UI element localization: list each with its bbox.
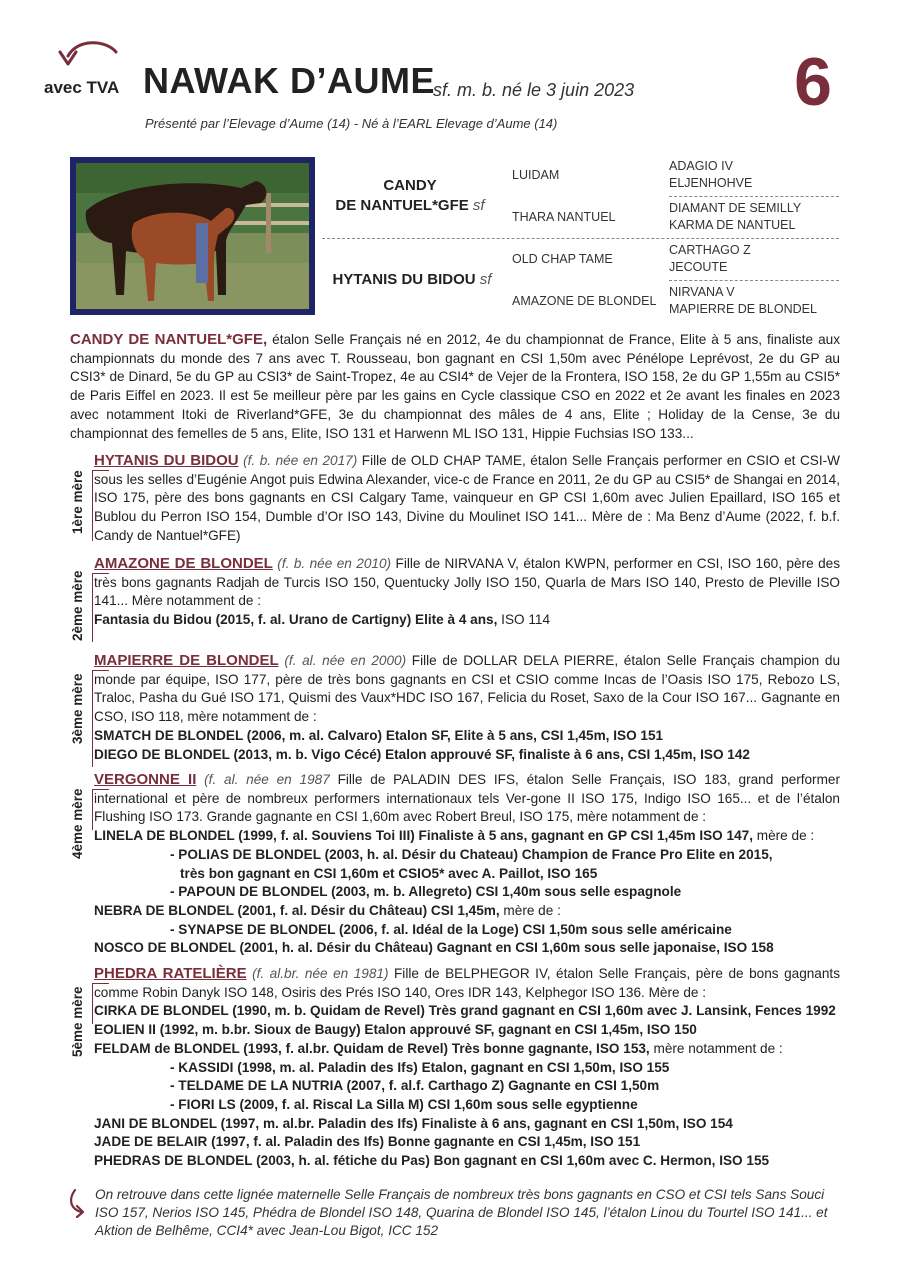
product-line: [94, 939, 840, 958]
great-grandparent: ELJENHOHVE: [669, 176, 753, 190]
product-line: [94, 1002, 840, 1021]
product-name: - KASSIDI (1998, m. al. Paladin des Ifs) Etalon, gagnant en CSI 1,50m, ISO 155: [170, 1059, 670, 1075]
curved-arrow-icon: [56, 38, 120, 76]
lot-number: 6: [794, 44, 832, 120]
product-name: NOSCO DE BLONDEL (2001, h. al. Désir du Château) Gagnant en CSI 1,60m sous selle japonaise, ISO 158: [94, 940, 774, 956]
mother-meta: (f. al. née en 1987: [204, 772, 330, 787]
product-name: LINELA DE BLONDEL (1999, f. al. Souviens Toi III) Finaliste à 5 ans, gagnant en GP CSI 1,45m ISO 147,: [94, 828, 753, 844]
product-name: - FIORI LS (2009, f. al. Riscal La Silla M) CSI 1,60m sous selle egyptienne: [170, 1096, 638, 1112]
mother-description: Fille de BELPHEGOR IV, étalon Selle Français, père de bons gagnants comme Robin Danyk ISO 148, Osiris des Prés ISO 140, Ores IDR 143, Kelphegor ISO 136. Mère de :: [94, 966, 841, 1000]
product-name: DIEGO DE BLONDEL (2013, m. b. Vigo Cécé) Etalon approuvé SF, finaliste à 6 ans, CSI 1,45m, ISO 142: [94, 746, 750, 762]
grandparent: OLD CHAP TAME: [512, 252, 613, 266]
grandparent: LUIDAM: [512, 168, 560, 182]
mother-description: Fille de NIRVANA V, étalon KWPN, performer en CSI, ISO 160, père des très bons gagnants Radjah de Turcis ISO 150, Quentucky Jolly ISO 150, Quarla de Mars ISO 140, Presto de Pleville ISO 141... Mère notamment de :: [94, 556, 841, 609]
product-detail: mère de :: [499, 902, 561, 918]
horse-name: NAWAK D’AUME: [143, 60, 435, 101]
product-name: Fantasia du Bidou (2015, f. al. Urano de Cartigny) Elite à 4 ans,: [94, 612, 498, 628]
product-line: [94, 1115, 840, 1134]
product-line: [94, 883, 840, 902]
dam-suffix: sf: [479, 271, 492, 288]
grandparent: THARA NANTUEL: [512, 210, 616, 224]
product-name: PHEDRAS DE BLONDEL (2003, h. al. fétiche du Pas) Bon gagnant en CSI 1,60m avec C. Hermon, ISO 155: [94, 1153, 770, 1169]
product-name: - TELDAME DE LA NUTRIA (2007, f. al.f. Carthago Z) Gagnante en CSI 1,50m: [170, 1078, 660, 1094]
product-name: - POLIAS DE BLONDEL (2003, h. al. Désir du Chateau) Champion de France Pro Elite en 2015,: [170, 846, 773, 862]
mother-meta: (f. b. née en 2017): [243, 453, 358, 468]
product-detail: mère de :: [752, 828, 815, 844]
mother-name: AMAZONE DE BLONDEL: [94, 555, 273, 572]
great-grandparent: KARMA DE NANTUEL: [669, 218, 796, 232]
pedigree-divider: [322, 238, 839, 239]
product-name: NEBRA DE BLONDEL (2001, f. al. Désir du Château) CSI 1,45m,: [94, 902, 500, 918]
generation-2: [70, 555, 842, 645]
mother-description: Fille de PALADIN DES IFS, étalon Selle Français, ISO 183, grand performer international et père de nombreux performers internationaux tels Ver-gone II ISO 175, Indigo ISO 165... et de l’étalon Flushing ISO 173. Grande gagnante en CSI 1,60m avec Robert Breul, ISO 175, mère notamment de :: [94, 772, 840, 825]
mother-name: PHEDRA RATELIÈRE: [94, 965, 247, 982]
generation-label: 3ème mère: [70, 673, 85, 744]
product-line: [94, 727, 840, 746]
generation-label: 5ème mère: [70, 986, 85, 1057]
generation-5: [70, 965, 842, 1175]
dam-name-text: HYTANIS DU BIDOU: [332, 271, 476, 288]
generation-4: [70, 771, 842, 961]
product-line: [94, 1096, 840, 1115]
mother-name: VERGONNE II: [94, 771, 197, 788]
product-line: [94, 1059, 840, 1078]
tva-label: avec TVA: [44, 78, 120, 97]
great-grandparent: MAPIERRE DE BLONDEL: [669, 302, 817, 316]
generation-text: [94, 555, 840, 630]
product-line: [94, 1152, 840, 1171]
product-name: très bon gagnant en CSI 1,60m et CSIO5* avec A. Paillot, ISO 165: [180, 865, 598, 881]
grandparent: AMAZONE DE BLONDEL: [512, 294, 657, 308]
pedigree-divider: [669, 196, 839, 197]
mother-meta: (f. al.br. née en 1981): [252, 966, 389, 981]
sire-suffix: sf: [472, 197, 485, 214]
sire-paragraph-head: CANDY DE NANTUEL*GFE,: [70, 331, 268, 348]
mare-and-foal-photo-illustration: [76, 163, 309, 309]
horse-photo: [70, 157, 315, 315]
great-grandparent: ADAGIO IV: [669, 159, 733, 173]
product-line: [94, 902, 840, 921]
product-line: [94, 746, 840, 765]
mother-meta: (f. al. née en 2000): [284, 653, 407, 668]
great-grandparent: DIAMANT DE SEMILLY: [669, 201, 802, 215]
great-grandparent: JECOUTE: [669, 260, 728, 274]
generation-label: 2ème mère: [70, 570, 85, 641]
product-name: SMATCH DE BLONDEL (2006, m. al. Calvaro) Etalon SF, Elite à 5 ans, CSI 1,45m, ISO 151: [94, 727, 664, 743]
product-line: [94, 1133, 840, 1152]
product-name: JANI DE BLONDEL (1997, m. al.br. Paladin des Ifs) Finaliste à 6 ans, gagnant en CSI 1,50m, ISO 154: [94, 1115, 733, 1131]
sire-name: [325, 176, 495, 216]
curved-arrow-icon: [67, 1188, 89, 1218]
pedigree-divider: [669, 280, 839, 281]
product-name: - SYNAPSE DE BLONDEL (2006, f. al. Idéal de la Loge) CSI 1,50m sous selle américaine: [170, 921, 732, 937]
product-line: [94, 611, 840, 630]
product-detail: mère notamment de :: [649, 1040, 783, 1056]
generation-label: 4ème mère: [70, 788, 85, 859]
generation-text: [94, 452, 840, 546]
sire-paragraph: [70, 331, 840, 443]
great-grandparent: CARTHAGO Z: [669, 243, 751, 257]
sire-name-line1: CANDY: [383, 177, 437, 194]
great-grandparent: NIRVANA V: [669, 285, 735, 299]
product-name: FELDAM de BLONDEL (1993, f. al.br. Quidam de Revel) Très bonne gagnante, ISO 153,: [94, 1040, 650, 1056]
dam-name: [322, 270, 502, 290]
product-name: EOLIEN II (1992, m. b.br. Sioux de Baugy) Etalon approuvé SF, gagnant en CSI 1,45m, ISO 150: [94, 1022, 697, 1038]
mother-description: Fille de DOLLAR DELA PIERRE, étalon Selle Français champion du monde par équipe, ISO 177, père de très bons gagnants en CSI et CSIO comme Incas de l’Oasis ISO 175, Rebozo LS, Traloc, Pasha du Gué ISO 171, Quismi des Vaux*HDC ISO 167, Felicia du Roset, Saxo de la Cour ISO 167... Gagnante en CSO, ISO 118, mère notamment de :: [94, 653, 840, 725]
generation-text: [94, 652, 840, 764]
generation-3: [70, 652, 842, 767]
mother-meta: (f. b. née en 2010): [277, 556, 392, 571]
generation-text: [94, 771, 840, 958]
product-line: [94, 846, 840, 865]
mother-name: MAPIERRE DE BLONDEL: [94, 652, 279, 669]
generation-text: [94, 965, 840, 1171]
product-line: [94, 1021, 840, 1040]
generation-1: [70, 452, 842, 544]
footnote: On retrouve dans cette lignée maternelle Selle Français de nombreux très bons gagnants en CSO et CSI tels Sans Souci ISO 157, Nerios ISO 145, Phédra de Blondel ISO 148, Quarina de Blondel ISO 145, l’étalon Linou du Tourtel ISO 141... et Aktion de Belhême, CCI4* avec Jean-Lou Bigot, ICC 152: [95, 1187, 828, 1238]
product-name: - PAPOUN DE BLONDEL (2003, m. b. Allegreto) CSI 1,40m sous selle espagnole: [170, 884, 682, 900]
horse-info: sf. m. b. né le 3 juin 2023: [433, 80, 635, 100]
product-detail: ISO 114: [497, 612, 551, 628]
presented-by: Présenté par l’Elevage d’Aume (14) - Né à l’EARL Elevage d’Aume (14): [145, 116, 558, 131]
sire-paragraph-text: étalon Selle Français né en 2012, 4e du championnat de France, Elite à 5 ans, finaliste aux championnats du monde des 7 ans avec T. Rousseau, bon gagnant en CSI 1,50m avec Pénélope Leprévost, 2e du GP au CSI3* de Dinard, 5e du GP au CSI3* de Saint-Tropez, 4e au CSI4* de Vejer de la Frontera, ISO 158, 2e du GP 1,55m au CSI5* de Paris Eiffel en 2023. Il est 5e meilleur père par les gains en Cycle classique CSO en 2022 et 2e avant les finales en 2023 avec notamment Itoki de Riverland*GFE, 3e du championnat des mâles de 4 ans, Elite ; Holiday de la Cense, 3e du championnat des femelles de 5 ans, Elite, ISO 131 et Harwenn ML ISO 131, Hippie Fuchsias ISO 133...: [70, 332, 841, 441]
mother-name: HYTANIS DU BIDOU: [94, 452, 239, 469]
product-line: [94, 827, 840, 846]
generation-label: 1ère mère: [70, 470, 85, 534]
product-line: [94, 1077, 840, 1096]
sire-name-line2: DE NANTUEL*GFE: [335, 197, 469, 214]
product-line: [94, 921, 840, 940]
product-line: [94, 1040, 840, 1059]
product-name: JADE DE BELAIR (1997, f. al. Paladin des Ifs) Bonne gagnante en CSI 1,45m, ISO 151: [94, 1134, 641, 1150]
product-name: CIRKA DE BLONDEL (1990, m. b. Quidam de Revel) Très grand gagnant en CSI 1,60m avec J. Lansink, Fences 1992: [94, 1003, 836, 1019]
mother-description: Fille de OLD CHAP TAME, étalon Selle Français performer en CSIO et CSI-W sous les selles d’Eugénie Angot puis Edwina Alexander, vice-c de France en 2011, 2e du GP au CSI5* de Shangai en 2014, ISO 175, père des bons gagnants en CSI Calgary Tame, vainqueur en GP CSI 1,60m avec Julien Epaillard, ISO 165 et Bublou du Perron ISO 154, Dumble d’Or ISO 143, Divine du Moulinet ISO 141... Mère de : Ma Benz d’Aume (2022, f. b.f. Candy de Nantuel*GFE): [94, 453, 841, 543]
product-line: [94, 865, 840, 884]
